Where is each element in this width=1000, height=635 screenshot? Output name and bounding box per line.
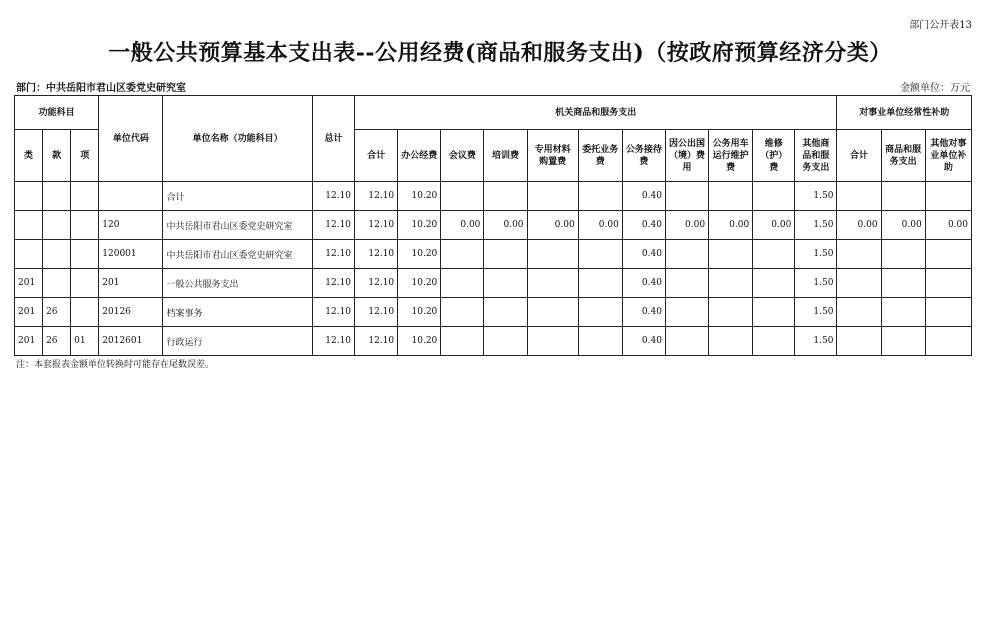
- cell-agency-value: [709, 298, 753, 327]
- cell-agency-value: [753, 240, 795, 269]
- cell-subsidy-value: [837, 240, 881, 269]
- footer-note: 注：本套报表金额单位转换时可能存在尾数误差。: [16, 360, 215, 370]
- cell-agency-value: [578, 240, 622, 269]
- cell-subsidy-value: [925, 240, 971, 269]
- cell-agency-value: 0.00: [484, 211, 527, 240]
- cell-agency-value: 10.20: [398, 298, 441, 327]
- cell-unit-name: 中共岳阳市君山区委党史研究室: [163, 211, 312, 240]
- cell-agency-value: 12.10: [355, 182, 398, 211]
- header-func-subject: 功能科目: [15, 96, 99, 130]
- header-agency-col: 其他商品和服务支出: [795, 130, 837, 182]
- cell-agency-value: [709, 269, 753, 298]
- cell-kuan: 26: [43, 327, 71, 356]
- cell-agency-value: 0.00: [527, 211, 578, 240]
- cell-agency-value: 0.00: [441, 211, 484, 240]
- cell-subsidy-value: [925, 298, 971, 327]
- header-subsidy-col: 其他对事业单位补助: [925, 130, 971, 182]
- cell-agency-value: [665, 298, 708, 327]
- cell-total: 12.10: [312, 182, 354, 211]
- cell-kuan: [43, 240, 71, 269]
- cell-subsidy-value: [925, 327, 971, 356]
- cell-subsidy-value: [837, 182, 881, 211]
- cell-agency-value: [665, 269, 708, 298]
- cell-kuan: 26: [43, 298, 71, 327]
- cell-unit-code: 120001: [99, 240, 163, 269]
- cell-agency-value: [709, 327, 753, 356]
- cell-subsidy-value: [837, 327, 881, 356]
- header-total: 总计: [312, 96, 354, 182]
- header-unit-code: 单位代码: [99, 96, 163, 182]
- cell-unit-name: 档案事务: [163, 298, 312, 327]
- cell-agency-value: 10.20: [398, 211, 441, 240]
- header-agency-col: 合计: [355, 130, 398, 182]
- cell-agency-value: 1.50: [795, 269, 837, 298]
- table-body: [15, 182, 972, 356]
- header-unit-name: 单位名称（功能科目）: [163, 96, 312, 182]
- cell-agency-value: 0.00: [709, 211, 753, 240]
- header-xiang: 项: [71, 130, 99, 182]
- cell-agency-value: [441, 327, 484, 356]
- cell-agency-value: 0.40: [622, 211, 665, 240]
- cell-total: 12.10: [312, 298, 354, 327]
- cell-unit-code: 201: [99, 269, 163, 298]
- cell-agency-value: 10.20: [398, 327, 441, 356]
- header-subsidy-col: 合计: [837, 130, 881, 182]
- cell-subsidy-value: [925, 182, 971, 211]
- cell-agency-value: [527, 240, 578, 269]
- cell-unit-name: 合计: [163, 182, 312, 211]
- cell-agency-value: 1.50: [795, 327, 837, 356]
- cell-agency-value: [578, 182, 622, 211]
- header-agency-col: 因公出国（境）费用: [665, 130, 708, 182]
- cell-lei: [15, 211, 43, 240]
- header-lei: 类: [15, 130, 43, 182]
- cell-agency-value: 12.10: [355, 269, 398, 298]
- cell-agency-value: 12.10: [355, 211, 398, 240]
- cell-subsidy-value: [881, 327, 925, 356]
- cell-agency-value: [484, 298, 527, 327]
- cell-xiang: [71, 269, 99, 298]
- cell-agency-value: [578, 298, 622, 327]
- cell-kuan: [43, 269, 71, 298]
- report-tag: 部门公开表13: [909, 20, 972, 31]
- cell-lei: [15, 182, 43, 211]
- cell-kuan: [43, 182, 71, 211]
- cell-subsidy-value: 0.00: [925, 211, 971, 240]
- cell-agency-value: 10.20: [398, 240, 441, 269]
- header-agency-col: 公务接待费: [622, 130, 665, 182]
- table-row: [15, 240, 972, 269]
- cell-agency-value: 0.40: [622, 240, 665, 269]
- page-title: 一般公共预算基本支出表--公用经费(商品和服务支出)（按政府预算经济分类）: [108, 40, 892, 66]
- table-row: [15, 211, 972, 240]
- cell-agency-value: 1.50: [795, 240, 837, 269]
- cell-agency-value: 0.40: [622, 327, 665, 356]
- cell-subsidy-value: 0.00: [837, 211, 881, 240]
- cell-agency-value: [441, 269, 484, 298]
- cell-agency-value: [441, 182, 484, 211]
- cell-agency-value: 1.50: [795, 211, 837, 240]
- header-subsidy-col: 商品和服务支出: [881, 130, 925, 182]
- header-agency-col: 公务用车运行维护费: [709, 130, 753, 182]
- table-row: [15, 327, 972, 356]
- cell-agency-value: [527, 327, 578, 356]
- cell-agency-value: 12.10: [355, 327, 398, 356]
- cell-agency-value: 0.40: [622, 269, 665, 298]
- header-agency-col: 专用材料购置费: [527, 130, 578, 182]
- cell-agency-value: [665, 327, 708, 356]
- cell-subsidy-value: [881, 182, 925, 211]
- cell-unit-code: 120: [99, 211, 163, 240]
- cell-unit-name: 中共岳阳市君山区委党史研究室: [163, 240, 312, 269]
- table-row: [15, 298, 972, 327]
- cell-xiang: [71, 298, 99, 327]
- cell-agency-value: 0.40: [622, 298, 665, 327]
- cell-agency-value: 1.50: [795, 298, 837, 327]
- cell-agency-value: 0.00: [753, 211, 795, 240]
- header-agency-col: 委托业务费: [578, 130, 622, 182]
- cell-total: 12.10: [312, 327, 354, 356]
- cell-agency-value: [527, 182, 578, 211]
- header-agency-col: 培训费: [484, 130, 527, 182]
- cell-agency-value: [441, 298, 484, 327]
- cell-lei: 201: [15, 327, 43, 356]
- cell-agency-value: [753, 298, 795, 327]
- cell-agency-value: [484, 327, 527, 356]
- cell-subsidy-value: [881, 269, 925, 298]
- cell-unit-code: [99, 182, 163, 211]
- cell-subsidy-value: [837, 269, 881, 298]
- amount-unit-label: 金额单位：万元: [900, 83, 970, 94]
- cell-unit-name: 一般公共服务支出: [163, 269, 312, 298]
- header-kuan: 款: [43, 130, 71, 182]
- cell-unit-code: 2012601: [99, 327, 163, 356]
- expenditure-table: [14, 95, 972, 356]
- cell-agency-value: [709, 240, 753, 269]
- header-subsidy-group: 对事业单位经常性补助: [837, 96, 972, 130]
- cell-kuan: [43, 211, 71, 240]
- cell-agency-value: [753, 269, 795, 298]
- cell-agency-value: [753, 182, 795, 211]
- cell-agency-value: [709, 182, 753, 211]
- cell-xiang: [71, 211, 99, 240]
- cell-unit-name: 行政运行: [163, 327, 312, 356]
- cell-agency-value: [753, 327, 795, 356]
- cell-subsidy-value: [837, 298, 881, 327]
- cell-xiang: [71, 182, 99, 211]
- cell-agency-value: [527, 298, 578, 327]
- cell-agency-value: 10.20: [398, 269, 441, 298]
- header-agency-col: 会议费: [441, 130, 484, 182]
- cell-agency-value: 12.10: [355, 298, 398, 327]
- cell-total: 12.10: [312, 269, 354, 298]
- cell-subsidy-value: 0.00: [881, 211, 925, 240]
- cell-subsidy-value: [881, 240, 925, 269]
- cell-agency-value: [665, 240, 708, 269]
- header-agency-col: 维修（护）费: [753, 130, 795, 182]
- cell-agency-value: [527, 269, 578, 298]
- table-row: [15, 182, 972, 211]
- cell-agency-value: [441, 240, 484, 269]
- cell-agency-value: [578, 269, 622, 298]
- header-agency-group: 机关商品和服务支出: [355, 96, 837, 130]
- cell-agency-value: [578, 327, 622, 356]
- table-row: [15, 269, 972, 298]
- cell-agency-value: 0.00: [665, 211, 708, 240]
- cell-agency-value: 0.00: [578, 211, 622, 240]
- cell-lei: [15, 240, 43, 269]
- cell-xiang: 01: [71, 327, 99, 356]
- header-agency-col: 办公经费: [398, 130, 441, 182]
- cell-subsidy-value: [925, 269, 971, 298]
- cell-agency-value: 10.20: [398, 182, 441, 211]
- department-label: 部门：中共岳阳市君山区委党史研究室: [16, 83, 186, 94]
- cell-agency-value: [484, 269, 527, 298]
- cell-subsidy-value: [881, 298, 925, 327]
- cell-agency-value: [665, 182, 708, 211]
- cell-agency-value: 1.50: [795, 182, 837, 211]
- cell-agency-value: [484, 240, 527, 269]
- cell-unit-code: 20126: [99, 298, 163, 327]
- cell-total: 12.10: [312, 240, 354, 269]
- cell-agency-value: [484, 182, 527, 211]
- cell-lei: 201: [15, 298, 43, 327]
- cell-xiang: [71, 240, 99, 269]
- cell-agency-value: 12.10: [355, 240, 398, 269]
- cell-total: 12.10: [312, 211, 354, 240]
- cell-lei: 201: [15, 269, 43, 298]
- cell-agency-value: 0.40: [622, 182, 665, 211]
